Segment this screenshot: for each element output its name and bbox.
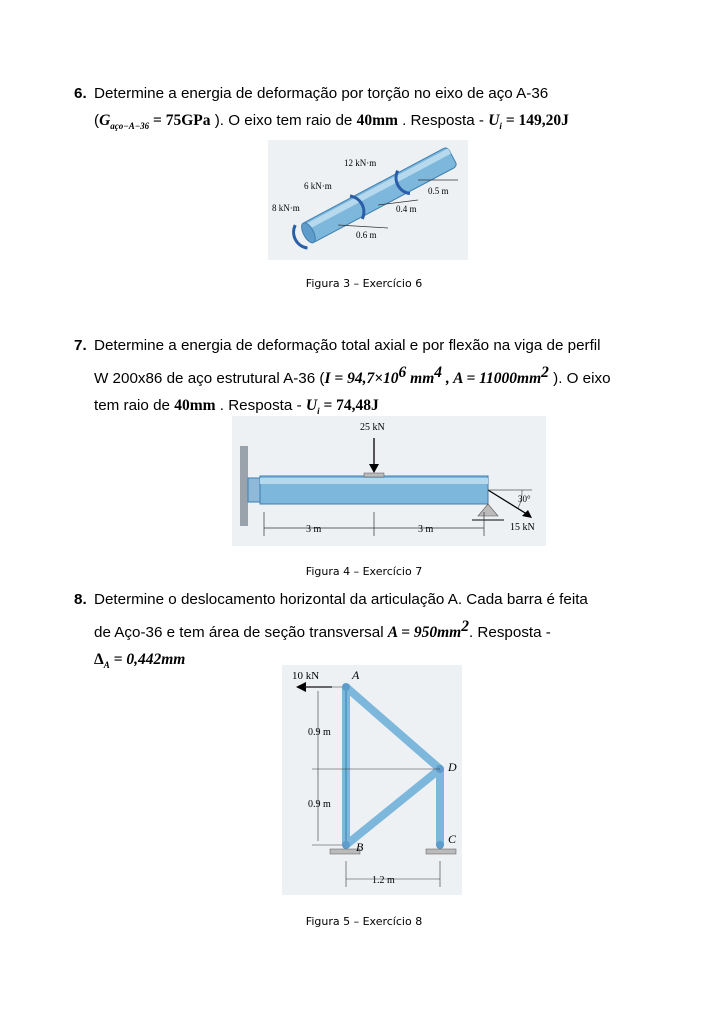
answer-value: = 149,20J — [501, 112, 569, 129]
length-label: 0.4 m — [396, 204, 417, 214]
beam-figure — [232, 416, 546, 546]
shaft-figure — [268, 140, 468, 260]
load-label: 10 kN — [292, 670, 320, 682]
exercise-number: 6. — [74, 85, 87, 102]
radius-value: 40mm — [356, 112, 398, 129]
torque-label: 6 kN·m — [304, 181, 332, 191]
length-label: 0.5 m — [428, 186, 449, 196]
length-label: 0.6 m — [356, 230, 377, 240]
joint-label: D — [448, 760, 457, 774]
force-label: 15 kN — [510, 522, 535, 533]
joint-label: C — [448, 832, 457, 846]
span-label: 3 m — [418, 524, 434, 535]
joint-label: A — [352, 668, 360, 682]
exercise-7 — [74, 332, 634, 425]
exercise-7-line3: tem raio de 40mm . Resposta - $U_i = 74,48J$ — [94, 397, 379, 417]
joint-label: B — [356, 840, 364, 854]
exercise-6-line2: ($G_{aço-A-36} = 75GPa$ ). O eixo tem raio de 40mm . Resposta - $U_i = 149,20J$ — [94, 112, 569, 132]
torque-label: 8 kN·m — [272, 203, 300, 213]
radius-value: 40mm — [174, 397, 216, 415]
figure-caption: Figura 3 – Exercício 6 — [305, 277, 423, 290]
figure-caption: Figura 4 – Exercício 7 — [305, 565, 423, 578]
load-label: 25 kN — [360, 422, 385, 433]
height-label: 0.9 m — [308, 727, 331, 738]
answer-value: = 74,48J — [319, 397, 379, 415]
exercise-8-line3: $\Delta_A = 0,442mm$ — [94, 651, 186, 671]
height-label: 0.9 m — [308, 799, 331, 810]
exercise-6 — [74, 80, 634, 140]
exercise-8-line1: Determine o deslocamento horizontal da articulação A. Cada barra é feita — [94, 591, 588, 608]
exercise-6-line1: Determine a energia de deformação por torção no eixo de aço A-36 — [94, 85, 549, 102]
angle-label: 30° — [518, 494, 531, 504]
truss-figure — [282, 665, 462, 895]
answer-value: = 0,442mm — [109, 651, 186, 669]
exercise-8-line2: de Aço-36 e tem área de seção transversal $A = 950mm^2$. Resposta - — [94, 618, 551, 642]
exercise-7-line1: Determine a energia de deformação total axial e por flexão na viga de perfil — [94, 337, 601, 354]
exercise-7-line2: W 200x86 de aço estrutural A-36 ($I = 94,7\times 10^6$ $mm^4$ , $A = 11000mm^2$ ). O eixo — [94, 364, 611, 388]
span-label: 3 m — [306, 524, 322, 535]
figure-caption: Figura 5 – Exercício 8 — [305, 915, 423, 928]
torque-label: 12 kN·m — [344, 158, 377, 168]
exercise-number: 8. — [74, 591, 87, 608]
width-label: 1.2 m — [372, 875, 395, 886]
exercise-number: 7. — [74, 337, 87, 354]
